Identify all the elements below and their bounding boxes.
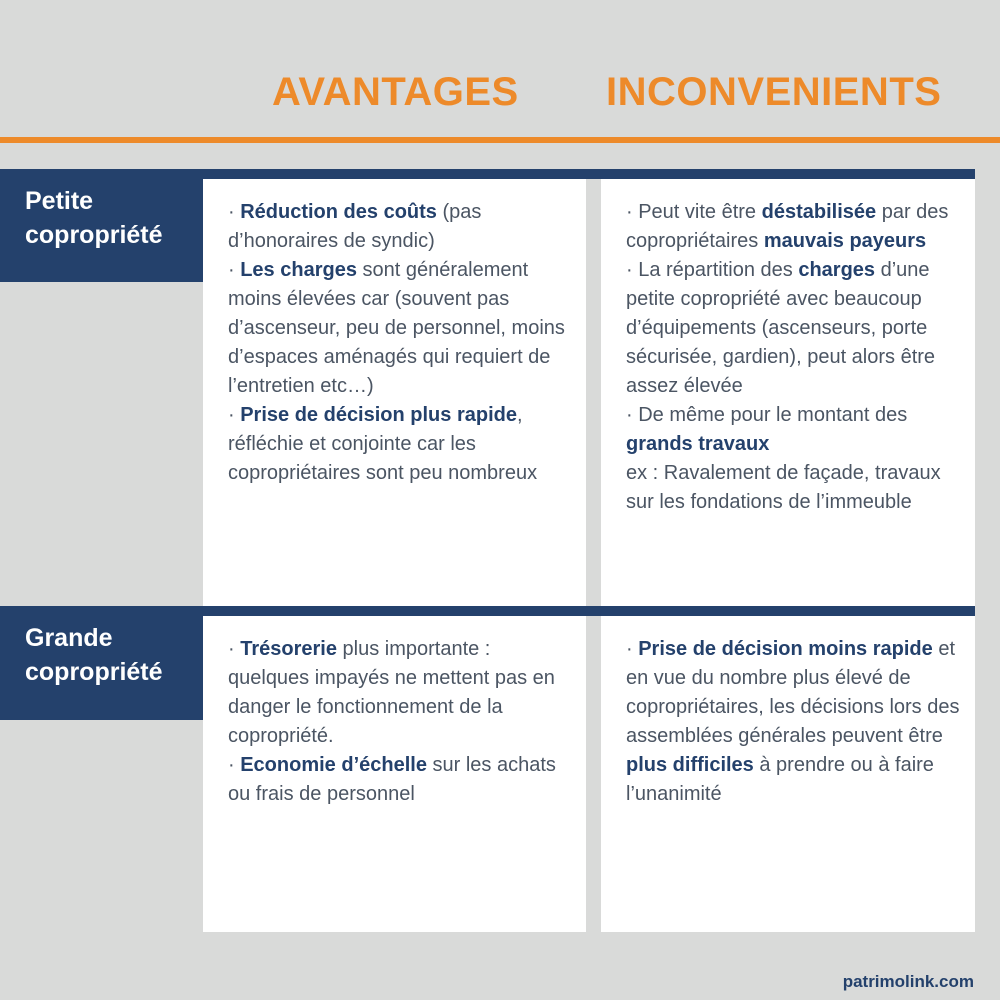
text-segment: par des copropriétaires [626,201,949,252]
bold-text: plus difficiles [626,754,754,776]
bullet-item [228,198,576,256]
text-segment: plus importante : quelques impayés ne mettent pas en danger le fonctionnement de la copropriété. [228,638,555,747]
column-header-avantages: AVANTAGES [272,70,519,114]
column-header-inconvenients: INCONVENIENTS [606,70,942,114]
cell-grande-avantages [203,616,586,932]
text-segment: · [626,638,639,660]
bold-text: mauvais payeurs [763,230,927,252]
footer-website: patrimolink.com [842,972,974,991]
bold-text: grands travaux [626,433,770,455]
bold-text: Prise de décision moins rapide [638,638,933,660]
text-segment: · [228,404,241,426]
text-segment: d’une petite copropriété avec beaucoup d’équipements (ascenseurs, porte sécurisée, gardien), peut alors être assez élevée [626,259,936,397]
bold-text: Prise de décision plus rapide [240,404,517,426]
bullet-item [626,401,965,459]
bold-text: Réduction des coûts [240,201,437,223]
text-segment: · La répartition des [626,259,799,281]
bold-text: déstabilisée [761,201,877,223]
cell-petite-inconvenients [601,179,975,606]
text-segment: , réfléchie et conjointe car les copropriétaires sont peu nombreux [228,404,538,484]
text-segment: · [228,259,241,281]
row-label-line: copropriété [25,658,163,686]
text-segment: · [228,754,241,776]
bullet-item [626,459,965,517]
bullet-item [228,401,576,488]
bullet-item [626,256,965,401]
row-label-line: copropriété [25,221,163,249]
text-segment: · [228,638,241,660]
bullet-item [228,751,576,809]
row-label-line: Grande [25,624,113,652]
row-label-line: Petite [25,187,94,215]
text-segment: (pas d’honoraires de syndic) [228,201,482,252]
cell-petite-avantages [203,179,586,606]
text-segment: ex : Ravalement de façade, travaux sur les fondations de l’immeuble [626,462,941,513]
text-segment: · Peut vite être [626,201,762,223]
bold-text: Les charges [240,259,357,281]
bold-text: Economie d’échelle [240,754,427,776]
bullet-item [626,198,965,256]
bold-text: Trésorerie [240,638,337,660]
bullet-item [228,256,576,401]
text-segment: · De même pour le montant des [626,404,908,426]
bold-text: charges [798,259,876,281]
header-divider [0,137,1000,143]
text-segment: et en vue du nombre plus élevé de copropriétaires, les décisions lors des assemblées générales peuvent être [626,638,960,747]
text-segment: · [228,201,241,223]
bullet-item [626,635,965,809]
text-segment: à prendre ou à faire l’unanimité [626,754,934,805]
text-segment: sont généralement moins élevées car (souvent pas d’ascenseur, peu de personnel, moins d’espaces aménagés qui requiert de l’entretien etc…) [228,259,565,397]
row-label-grande-copropriete [0,606,203,720]
row-label-petite-copropriete [0,169,203,282]
text-segment: sur les achats ou frais de personnel [228,754,556,805]
bullet-item [228,635,576,751]
cell-grande-inconvenients [601,616,975,932]
